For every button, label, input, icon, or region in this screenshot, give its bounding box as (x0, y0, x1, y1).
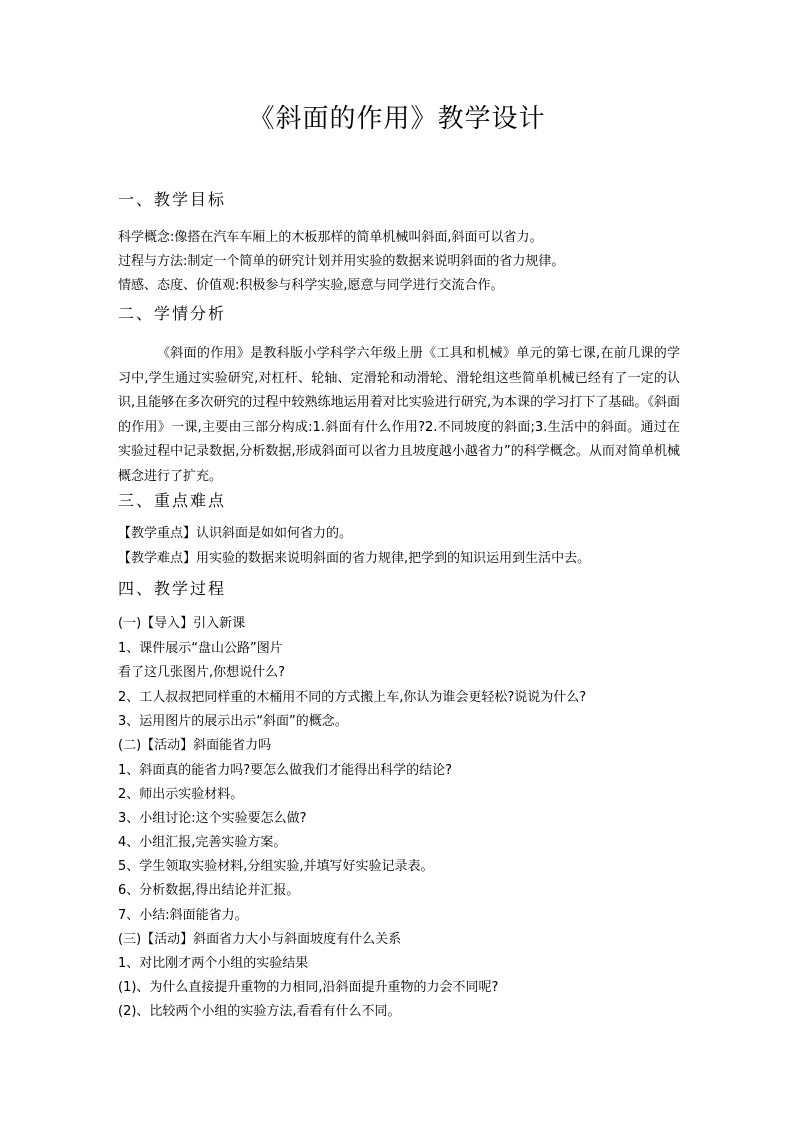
process-item: 2、师出示实验材料。 (118, 787, 244, 802)
process-item: 3、小组讨论:这个实验要怎么做? (118, 811, 307, 826)
process-item: 3、运用图片的展示出示“斜面”的概念。 (118, 714, 348, 729)
process-item: (二)【活动】斜面能省力吗 (118, 738, 272, 753)
process-item: 1、对比刚才两个小组的实验结果 (118, 956, 309, 971)
process-item: 1、课件展示“盘山公路”图片 (118, 641, 283, 656)
process-item: 6、分析数据,得出结论并汇报。 (118, 883, 300, 898)
section-heading-keypoints: 三、重点难点 (118, 491, 227, 510)
goal-item: 科学概念:像搭在汽车车厢上的木板那样的简单机械叫斜面,斜面可以省力。 (118, 230, 543, 245)
process-item: (2)、比较两个小组的实验方法,看看有什么不同。 (118, 1004, 401, 1019)
process-item: (三)【活动】斜面省力大小与斜面坡度有什么关系 (118, 932, 402, 947)
goal-item: 过程与方法:制定一个简单的研究计划并用实验的数据来说明斜面的省力规律。 (118, 254, 565, 269)
document-title: 《斜面的作用》教学设计 (248, 104, 546, 134)
section-heading-analysis: 二、学情分析 (118, 304, 227, 323)
process-item: 2、工人叔叔把同样重的木桶用不同的方式搬上车,你认为谁会更轻松?说说为什么? (118, 690, 587, 705)
process-item: 看了这几张图片,你想说什么? (118, 665, 286, 680)
section-heading-goals: 一、教学目标 (118, 190, 227, 209)
goal-item: 情感、态度、价值观:积极参与科学实验,愿意与同学进行交流合作。 (118, 278, 504, 293)
process-item: 4、小组汇报,完善实验方案。 (118, 835, 287, 850)
analysis-paragraph: 《斜面的作用》是教科版小学科学六年级上册《工具和机械》单元的第七课,在前几课的学习中,学生通过实验研究,对杠杆、轮轴、定滑轮和动滑轮、滑轮组这些简单机械已经有了一定的认识,且能够在多次研究的过程中较熟练地运用着对比实验进行研究,为本课的学习打下了基础。《斜面的作用》一课,主要由三部分构成:1.斜面有什么作用?2.不同坡度的斜面;3.生活中的斜面。通过在实验过程中记录数据,分析数据,形成斜面可以省力且坡度越小越省力”的科学概念。从而对简单机械概念进行了扩充。 (118, 346, 680, 484)
process-item: 7、小结:斜面能省力。 (118, 908, 248, 923)
process-item: 1、斜面真的能省力吗?要怎么做我们才能得出科学的结论? (118, 763, 453, 778)
section-heading-process: 四、教学过程 (118, 579, 227, 598)
process-item: 5、学生领取实验材料,分组实验,并填写好实验记录表。 (118, 859, 434, 874)
keypoint-item: 【教学难点】用实验的数据来说明斜面的省力规律,把学到的知识运用到生活中去。 (118, 551, 591, 566)
process-item: (一)【导入】引入新课 (118, 616, 246, 631)
keypoint-item: 【教学重点】认识斜面是如如何省力的。 (118, 526, 353, 541)
process-item: (1)、为什么直接提升重物的力相同,沿斜面提升重物的力会不同呢? (118, 980, 499, 995)
